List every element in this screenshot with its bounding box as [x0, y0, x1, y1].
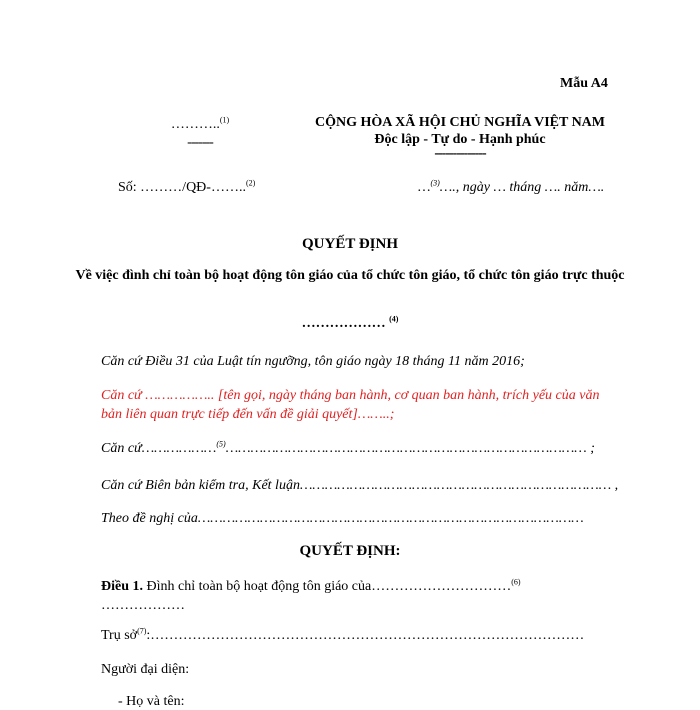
place-and-date: …$^{(3)}$…., ngày … tháng …. năm….: [418, 178, 605, 195]
agency-name-placeholder: ………..: [170, 117, 220, 132]
issuing-agency-header: [150, 117, 250, 151]
document-number: Số: ………/QĐ-……..$^{(2)}$: [118, 178, 256, 195]
document-subject: Về việc đình chỉ toàn bộ hoạt động tôn giáo của tổ chức tôn giáo, tổ chức tôn giáo trực thuộc: [75, 268, 625, 283]
representative-name-line: - Họ và tên:: [118, 694, 185, 709]
legal-basis-2: Căn cứ …………….. [tên gọi, ngày tháng ban hành, cơ quan ban hành, trích yếu của văn bản liên quan trực tiếp đến vấn đề giải quyết]……..;: [101, 388, 600, 422]
article-1-label: Điều 1.: [101, 579, 143, 594]
document-title: QUYẾT ĐỊNH: [302, 236, 398, 252]
proposal-basis: Theo đề nghị của…………………………………………………………………………………: [101, 511, 584, 526]
headquarters-line: Trụ sở$^{(7)}$:…………………………………………………………………………………: [101, 626, 585, 643]
legal-basis-3: Căn cứ………………$^{(5)}$…………………………………………………………………………… ;: [101, 439, 595, 456]
decision-heading: QUYẾT ĐỊNH:: [299, 543, 401, 559]
footnote-7: (7): [137, 626, 147, 636]
form-code: Mẫu A4: [560, 76, 608, 91]
national-motto: Độc lập - Tự do - Hạnh phúc: [374, 132, 546, 147]
agency-rule: -------: [187, 135, 213, 150]
article-1: Điều 1. Đình chỉ toàn bộ hoạt động tôn giáo của…………………………$^{(6)}$ ………………: [101, 577, 521, 613]
footnote-5: (5): [216, 439, 226, 449]
national-header: [290, 115, 630, 162]
legal-basis-4: Căn cứ Biên bản kiểm tra, Kết luận………………………………………………………………… ,: [101, 478, 619, 493]
footnote-2: (2): [245, 178, 256, 188]
legal-basis-1: Căn cứ Điều 31 của Luật tín ngưỡng, tôn giáo ngày 18 tháng 11 năm 2016;: [101, 354, 525, 369]
footnote-6: (6): [511, 577, 521, 587]
footnote-4: (4): [389, 314, 399, 324]
article-1-dots: ………………: [101, 598, 185, 613]
subject-placeholder: ……………… $^{(4)}$: [301, 314, 399, 331]
representative-label: Người đại diện:: [101, 662, 190, 677]
national-title: CỘNG HÒA XÃ HỘI CHỦ NGHĨA VIỆT NAM: [314, 115, 605, 130]
footnote-1: (1): [219, 115, 230, 125]
footnote-3: (3): [430, 178, 440, 188]
motto-rule: --------------: [434, 146, 486, 161]
